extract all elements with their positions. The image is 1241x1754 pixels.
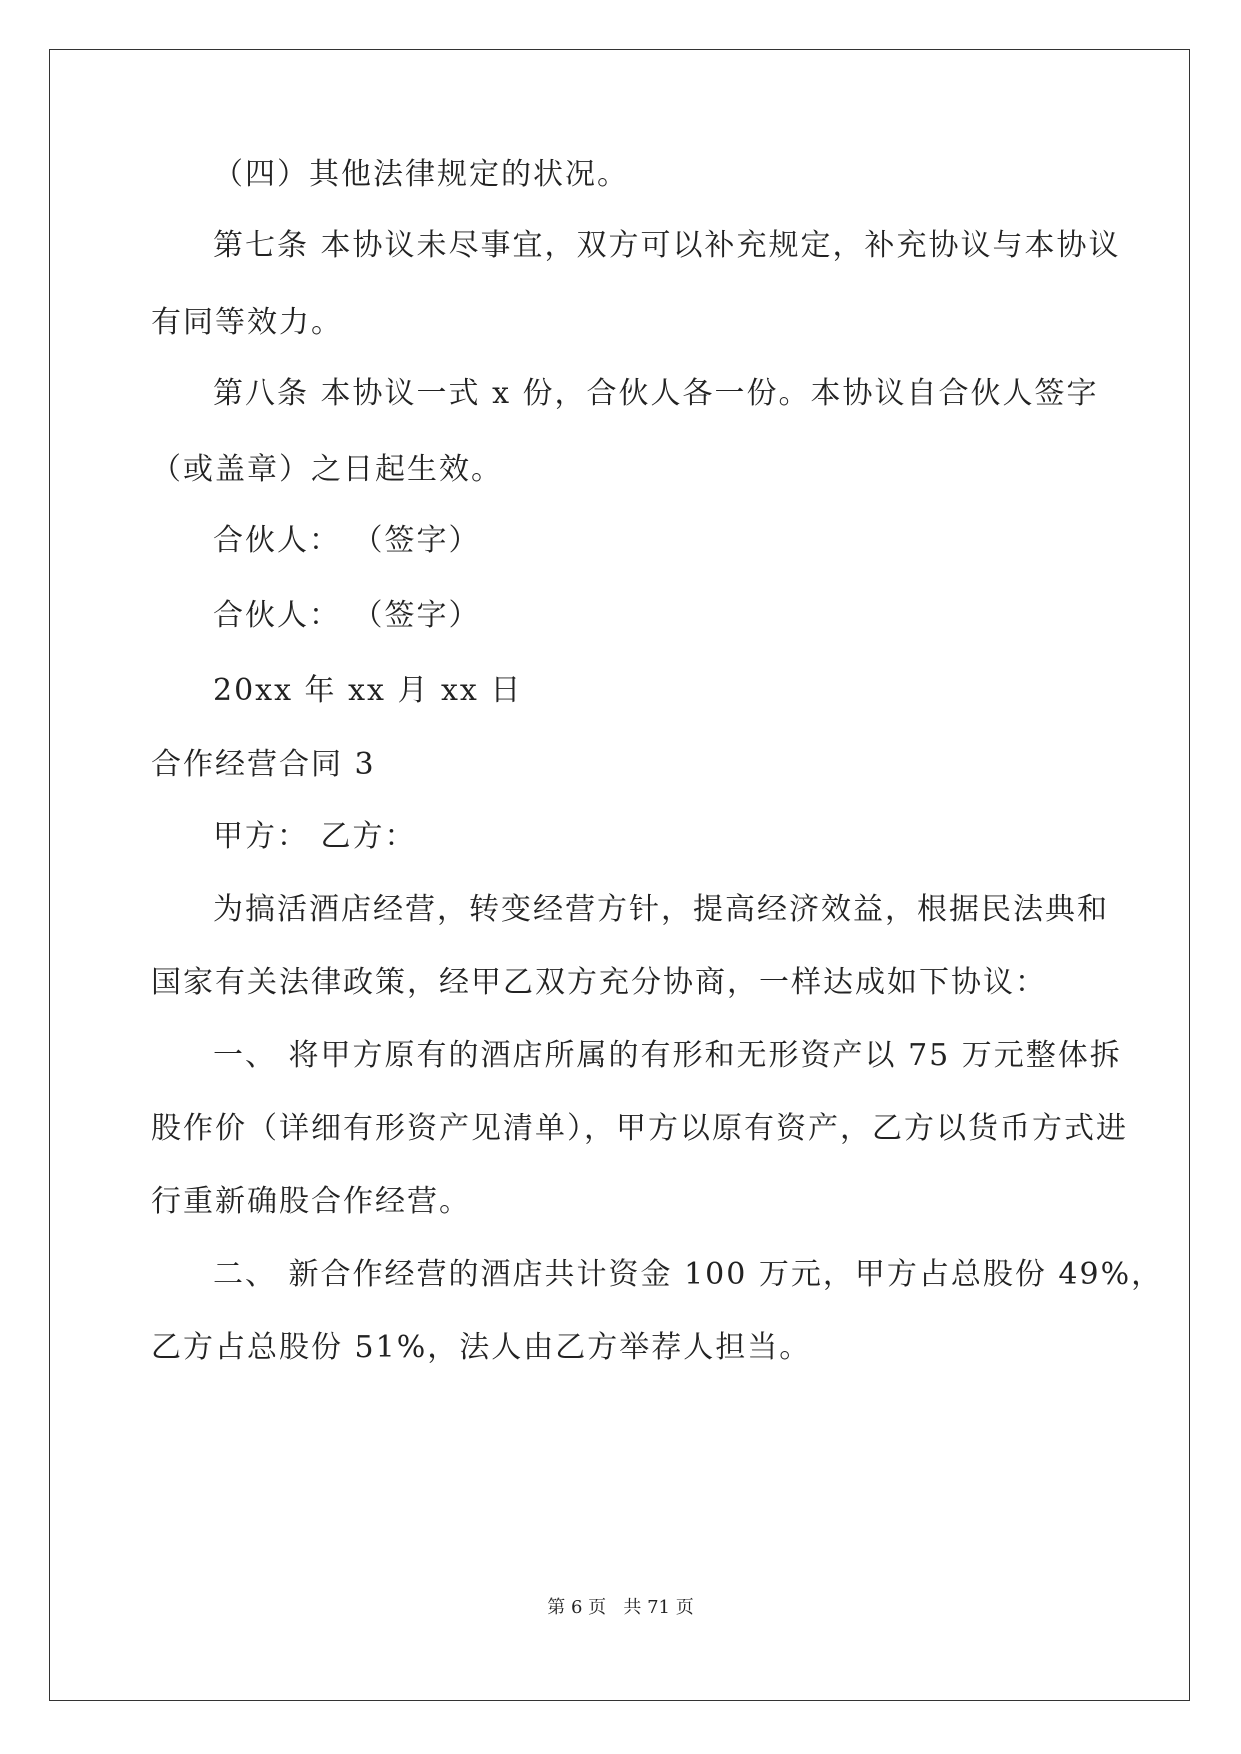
paragraph-line: 第八条 本协议一式 x 份，合伙人各一份。本协议自合伙人签字 <box>213 376 1099 411</box>
signature-line: 合伙人： （签字） <box>213 598 481 633</box>
paragraph-line: 二、 新合作经营的酒店共计资金 100 万元，甲方占总股份 49%， <box>213 1257 1164 1292</box>
paragraph-line: 行重新确股合作经营。 <box>151 1184 471 1219</box>
paragraph-line: 为搞活酒店经营，转变经营方针，提高经济效益，根据民法典和 <box>213 892 1109 927</box>
paragraph-line: （四）其他法律规定的状况。 <box>213 157 629 192</box>
paragraph-line: 一、 将甲方原有的酒店所属的有形和无形资产以 75 万元整体拆 <box>213 1038 1122 1073</box>
paragraph-line: 第七条 本协议未尽事宜，双方可以补充规定，补充协议与本协议 <box>213 228 1121 263</box>
page-border <box>49 49 1190 1701</box>
section-title: 合作经营合同 3 <box>151 747 376 782</box>
paragraph-line: 乙方占总股份 51%，法人由乙方举荐人担当。 <box>151 1330 812 1365</box>
date-line: 20xx 年 xx 月 xx 日 <box>213 673 523 708</box>
paragraph-line: 有同等效力。 <box>151 305 343 340</box>
signature-line: 合伙人： （签字） <box>213 523 481 558</box>
party-line: 甲方： 乙方： <box>213 819 417 854</box>
paragraph-line: （或盖章）之日起生效。 <box>151 452 503 487</box>
page-number: 第 6 页 共 71 页 <box>547 1597 694 1618</box>
paragraph-line: 股作价（详细有形资产见清单），甲方以原有资产，乙方以货币方式进 <box>151 1111 1128 1146</box>
paragraph-line: 国家有关法律政策，经甲乙双方充分协商，一样达成如下协议： <box>151 965 1047 1000</box>
